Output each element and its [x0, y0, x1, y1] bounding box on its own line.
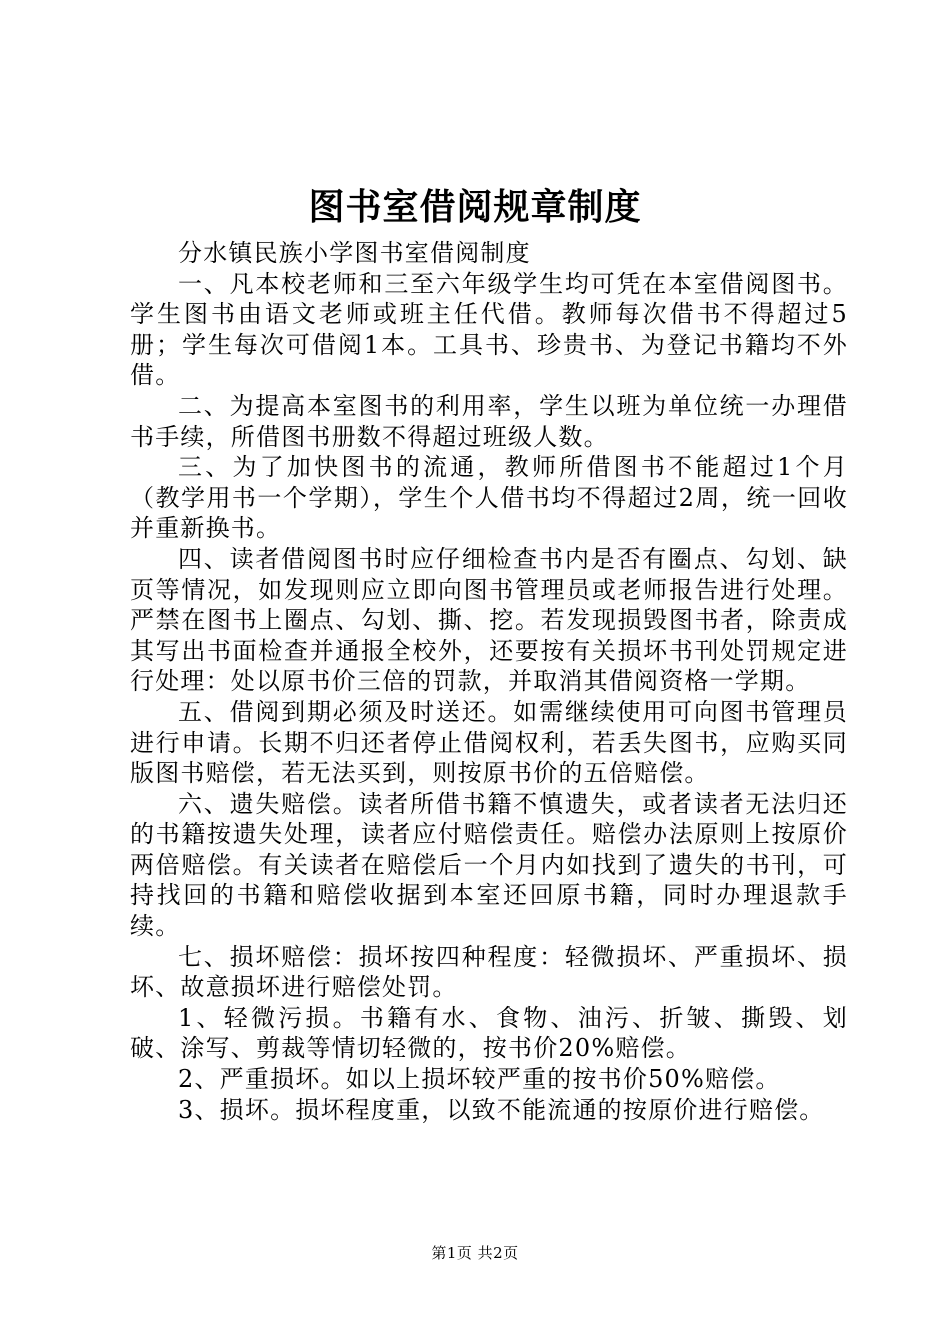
page-footer: 第1页 共2页 — [431, 1244, 519, 1262]
paragraph-rule-5: 五、借阅到期必须及时送还。如需继续使用可向图书管理员进行申请。长期不归还者停止借阅权利，若丢失图书，应购买同版图书赔偿，若无法买到，则按原书价的五倍赔偿。 — [130, 697, 848, 788]
document-body — [130, 238, 848, 1125]
paragraph-item-1: 1、轻微污损。书籍有水、食物、油污、折皱、撕毁、划破、涂写、剪裁等情切轻微的，按书价20%赔偿。 — [130, 1003, 848, 1063]
paragraph-item-2: 2、严重损坏。如以上损坏较严重的按书价50%赔偿。 — [178, 1065, 781, 1094]
paragraph-rule-4: 四、读者借阅图书时应仔细检查书内是否有圈点、勾划、缺页等情况，如发现则应立即向图书管理员或老师报告进行处理。严禁在图书上圈点、勾划、撕、挖。若发现损毁图书者，除责成其写出书面检查并通报全校外，还要按有关损坏书刊处罚规定进行处理：处以原书价三倍的罚款，并取消其借阅资格一学期。 — [130, 544, 848, 696]
paragraph-rule-1: 一、凡本校老师和三至六年级学生均可凭在本室借阅图书。学生图书由语文老师或班主任代借。教师每次借书不得超过5册；学生每次可借阅1本。工具书、珍贵书、为登记书籍均不外借。 — [130, 269, 848, 390]
document-title: 图书室借阅规章制度 — [308, 186, 642, 228]
paragraph-rule-2: 二、为提高本室图书的利用率，学生以班为单位统一办理借书手续，所借图书册数不得超过班级人数。 — [130, 391, 848, 451]
paragraph-rule-3: 三、为了加快图书的流通，教师所借图书不能超过1个月（教学用书一个学期），学生个人借书均不得超过2周，统一回收并重新换书。 — [130, 453, 848, 543]
paragraph-subtitle: 分水镇民族小学图书室借阅制度 — [178, 239, 531, 267]
paragraph-rule-7: 七、损坏赔偿：损坏按四种程度：轻微损坏、严重损坏、损坏、故意损坏进行赔偿处罚。 — [130, 942, 848, 1002]
paragraph-rule-6: 六、遗失赔偿。读者所借书籍不慎遗失，或者读者无法归还的书籍按遗失处理，读者应付赔偿责任。赔偿办法原则上按原价两倍赔偿。有关读者在赔偿后一个月内如找到了遗失的书刊，可持找回的书籍和赔偿收据到本室还回原书籍，同时办理退款手续。 — [130, 789, 848, 941]
paragraph-item-3: 3、损坏。损坏程度重，以致不能流通的按原价进行赔偿。 — [178, 1095, 825, 1124]
